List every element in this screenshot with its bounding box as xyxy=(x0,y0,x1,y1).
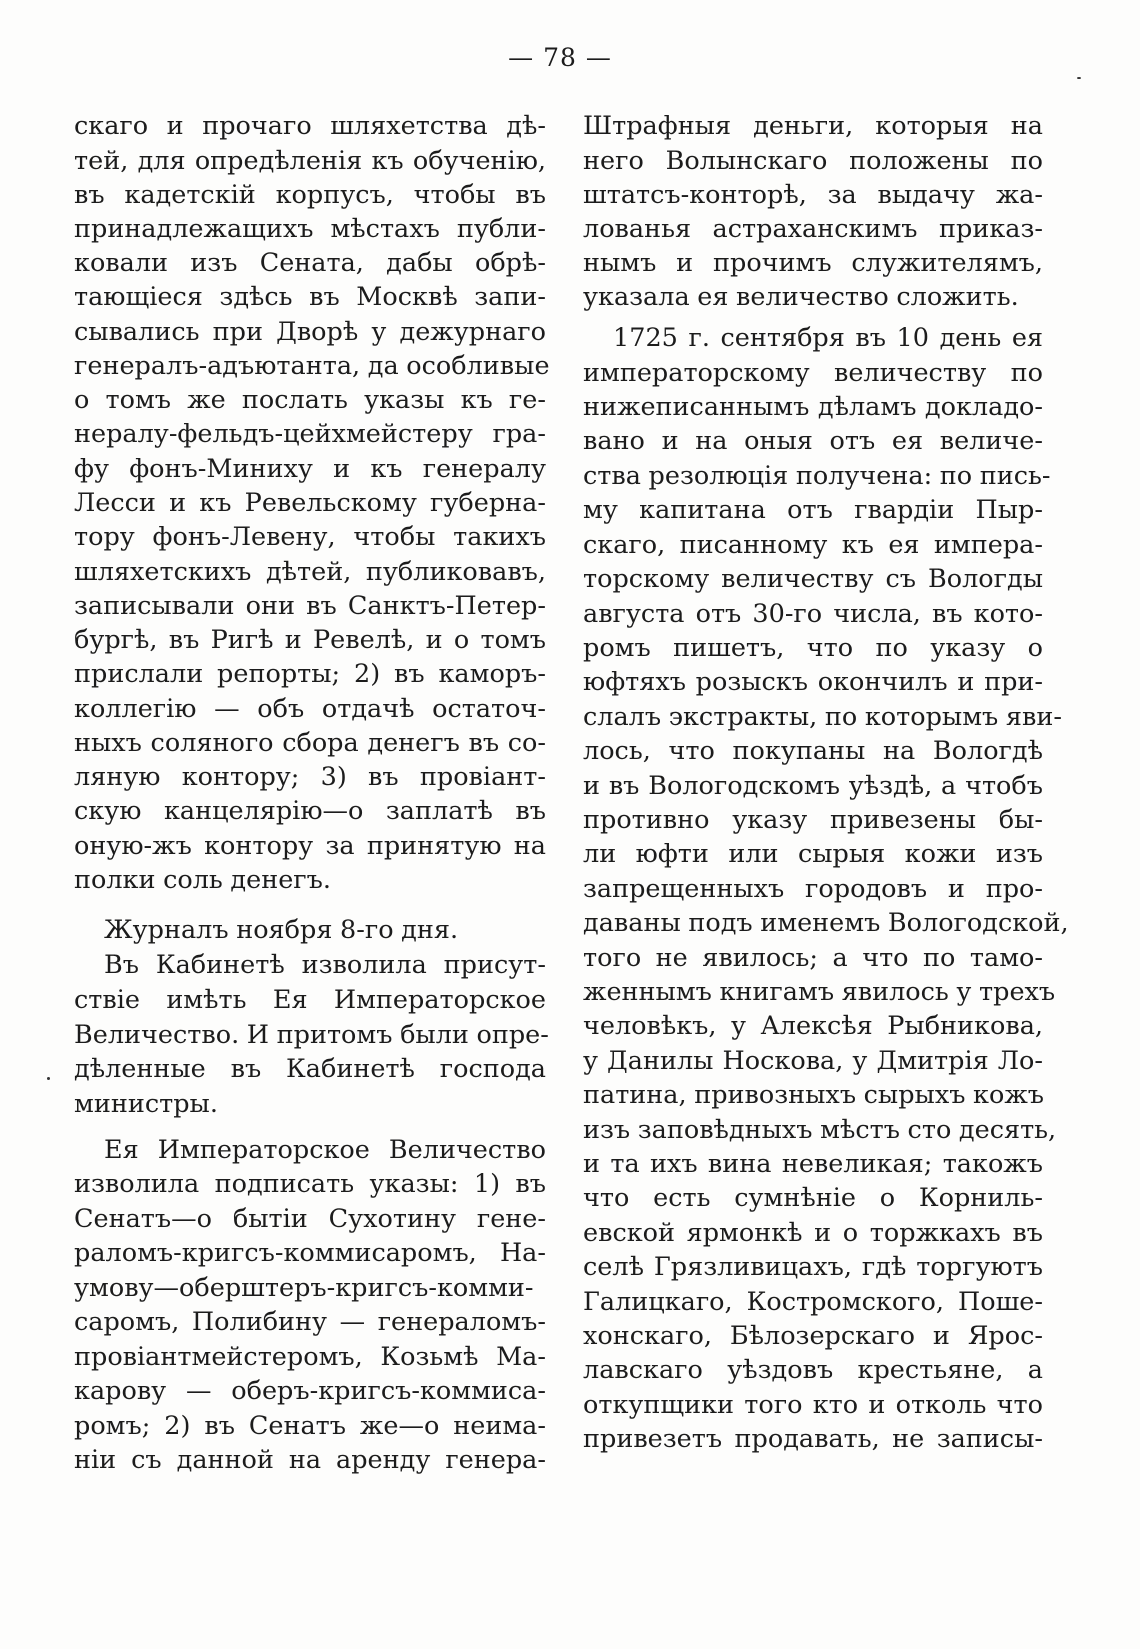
text-line: дѣленные въ Кабинетѣ господа xyxy=(74,1054,546,1084)
text-line: умову—оберштеръ-кригсъ-комми- xyxy=(74,1273,534,1303)
text-line: Лесси и къ Ревельскому губерна- xyxy=(74,488,546,518)
text-line: Ея Императорское Величество xyxy=(104,1135,546,1165)
text-line: откупщики того кто и отколь что xyxy=(583,1390,1043,1420)
text-line: ства резолюція получена: по пись- xyxy=(583,461,1051,491)
text-line: и та ихъ вина невеликая; такожъ xyxy=(583,1149,1043,1179)
text-line: Галицкаго, Костромского, Поше- xyxy=(583,1287,1043,1317)
text-line: нижеписаннымъ дѣламъ докладо- xyxy=(583,392,1043,422)
text-line: нымъ и прочимъ служителямъ, xyxy=(583,248,1043,278)
text-line: и въ Вологодскомъ уѣздѣ, а чтобъ xyxy=(583,771,1043,801)
text-line: скаго, писанному къ ея импера- xyxy=(583,530,1043,560)
text-line: лось, что покупаны на Вологдѣ xyxy=(583,736,1043,766)
text-line: хонскаго, Бѣлозерскаго и Ярос- xyxy=(583,1321,1043,1351)
text-line: изъ заповѣдныхъ мѣстъ сто десять, xyxy=(583,1115,1057,1145)
text-line: штатсъ-конторѣ, за выдачу жа- xyxy=(583,180,1043,210)
text-line: лавскаго уѣздовъ крестьяне, а xyxy=(583,1355,1043,1385)
text-line: нералу-фельдъ-цейхмейстеру гра- xyxy=(74,419,546,449)
text-line: ли юфти или сырыя кожи изъ xyxy=(583,839,1043,869)
text-line: патина, привозныхъ сырыхъ кожъ xyxy=(583,1080,1045,1110)
text-line: бургѣ, въ Ригѣ и Ревелѣ, и о томъ xyxy=(74,625,546,655)
text-line: противно указу привезены бы- xyxy=(583,805,1043,835)
text-line: человѣкъ, у Алексѣя Рыбникова, xyxy=(583,1011,1043,1041)
text-line: фу фонъ-Миниху и къ генералу xyxy=(74,454,546,484)
text-line: оную-жъ контору за принятую на xyxy=(74,831,546,861)
text-line: ныхъ соляного сбора денегъ въ со- xyxy=(74,728,546,758)
text-line: му капитана отъ гвардіи Пыр- xyxy=(583,495,1043,525)
text-line: августа отъ 30-го числа, въ кото- xyxy=(583,599,1043,629)
text-line: скую канцелярію—о заплатѣ въ xyxy=(74,796,546,826)
text-line: евской ярмонкѣ и о торжкахъ въ xyxy=(583,1218,1043,1248)
text-line: Сенатъ—о бытіи Сухотину гене- xyxy=(74,1204,546,1234)
text-line: саромъ, Полибину — генераломъ- xyxy=(74,1307,546,1337)
left-text-column xyxy=(74,0,550,1649)
text-line: него Волынскаго положены по xyxy=(583,146,1043,176)
text-line: ніи съ данной на аренду генера- xyxy=(74,1445,546,1475)
text-line: прислали репорты; 2) въ каморъ- xyxy=(74,659,546,689)
text-line: полки соль денегъ. xyxy=(74,865,331,895)
text-line: Величество. И притомъ были опре- xyxy=(74,1020,549,1050)
text-line: привезетъ продавать, не записы- xyxy=(583,1424,1043,1454)
text-line: даваны подъ именемъ Вологодской, xyxy=(583,908,1069,938)
text-line: о томъ же послать указы къ ге- xyxy=(74,385,546,415)
text-line: Въ Кабинетѣ изволила присут- xyxy=(104,950,546,980)
text-line: слалъ экстракты, по которымъ яви- xyxy=(583,702,1062,732)
text-line: Штрафныя деньги, которыя на xyxy=(583,111,1043,141)
text-line: принадлежащихъ мѣстахъ публи- xyxy=(74,214,546,244)
text-line: лованья астраханскимъ приказ- xyxy=(583,214,1043,244)
text-line: 1725 г. сентября въ 10 день ея xyxy=(613,323,1043,353)
text-line: раломъ-кригсъ-коммисаромъ, На- xyxy=(74,1238,546,1268)
text-line: генералъ-адъютанта, да особливые xyxy=(74,351,550,381)
text-line: императорскому величеству по xyxy=(583,358,1043,388)
text-line: ляную контору; 3) въ провіант- xyxy=(74,762,546,792)
text-line: провіантмейстеромъ, Козьмѣ Ма- xyxy=(74,1342,546,1372)
text-line: селѣ Грязливицахъ, гдѣ торгуютъ xyxy=(583,1252,1043,1282)
text-line: ромъ пишетъ, что по указу о xyxy=(583,633,1043,663)
text-line: коллегію — объ отдачѣ остаточ- xyxy=(74,694,546,724)
text-line: шляхетскихъ дѣтей, публиковавъ, xyxy=(74,557,546,587)
right-text-column xyxy=(583,0,1069,1649)
text-line: Журналъ ноября 8-го дня. xyxy=(104,915,459,945)
paper-speck xyxy=(47,1077,50,1080)
text-line: юфтяхъ розыскъ окончилъ и при- xyxy=(583,667,1043,697)
text-line: скаго и прочаго шляхетства дѣ- xyxy=(74,111,546,141)
text-line: у Данилы Носкова, у Дмитрія Ло- xyxy=(583,1046,1043,1076)
text-line: вано и на оныя отъ ея величе- xyxy=(583,426,1043,456)
text-line: тей, для опредѣленія къ обученію, xyxy=(74,146,546,176)
text-line: изволила подписать указы: 1) въ xyxy=(74,1169,546,1199)
text-line: сывались при Дворѣ у дежурнаго xyxy=(74,317,546,347)
text-line: что есть сумнѣніе о Корниль- xyxy=(583,1183,1043,1213)
text-line: ствіе имѣть Ея Императорское xyxy=(74,985,546,1015)
text-line: записывали они въ Санктъ-Петер- xyxy=(74,591,546,621)
text-line: тающіеся здѣсь въ Москвѣ запи- xyxy=(74,282,546,312)
text-line: ромъ; 2) въ Сенатъ же—о неима- xyxy=(74,1411,546,1441)
text-line: запрещенныхъ городовъ и про- xyxy=(583,874,1043,904)
paper-speck xyxy=(1077,77,1081,79)
text-line: въ кадетскій корпусъ, чтобы въ xyxy=(74,180,546,210)
text-line: торскому величеству съ Вологды xyxy=(583,564,1043,594)
text-line: ковали изъ Сената, дабы обрѣ- xyxy=(74,248,546,278)
text-line: министры. xyxy=(74,1089,218,1119)
text-line: указала ея величество сложить. xyxy=(583,282,1019,312)
text-line: тору фонъ-Левену, чтобы такихъ xyxy=(74,522,546,552)
page-number: — 78 — xyxy=(508,43,612,72)
text-line: женнымъ книгамъ явилось у трехъ xyxy=(583,977,1056,1007)
text-line: того не явилось; а что по тамо- xyxy=(583,943,1043,973)
text-line: карову — оберъ-кригсъ-коммиса- xyxy=(74,1376,546,1406)
